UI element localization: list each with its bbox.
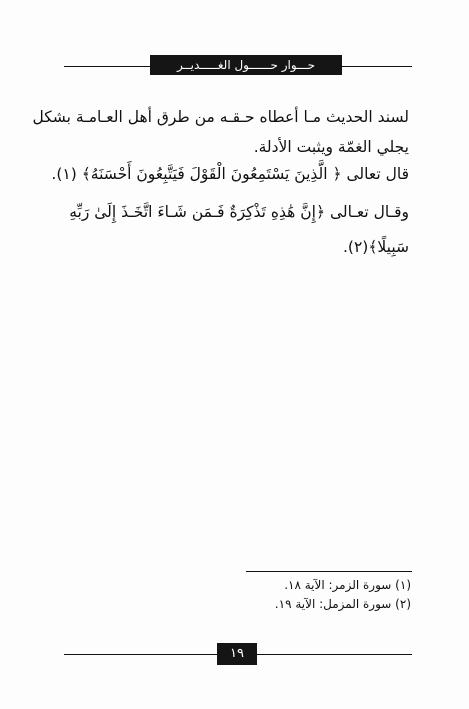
- footnote-2: (٢) سورة المزمل: الآية ١٩.: [274, 597, 411, 611]
- body-line-3: قال تعالى ﴿ الَّذِينَ يَسْتَمِعُونَ الْقَوْلَ فَيَتَّبِعُونَ أَحْسَنَهُ﴾ (١).: [51, 165, 409, 183]
- running-header: حـــوار حــــــول الغـــــديــر: [150, 55, 342, 75]
- header-rule-right: [340, 66, 412, 67]
- body-line-1: لسند الحديث مـا أعطاه حـقـه من طرق أهل العـامـة بشكل: [32, 108, 409, 126]
- body-line-2: يجلي الغمّة ويثبت الأدلة.: [253, 138, 409, 156]
- header-rule-left: [64, 66, 154, 67]
- footnote-separator: [246, 571, 412, 572]
- body-line-4: وقـال تعـالى ﴿إِنَّ هَٰذِهِ تَذْكِرَةٌ فَـمَن شَـاءَ اتَّخَـذَ إِلَىٰ رَبِّهِ: [69, 203, 409, 221]
- footnote-1: (١) سورة الزمر: الآية ١٨.: [284, 578, 411, 592]
- page-number: ١٩: [217, 643, 257, 665]
- body-line-5: سَبِيلًا﴾(٢).: [342, 238, 409, 256]
